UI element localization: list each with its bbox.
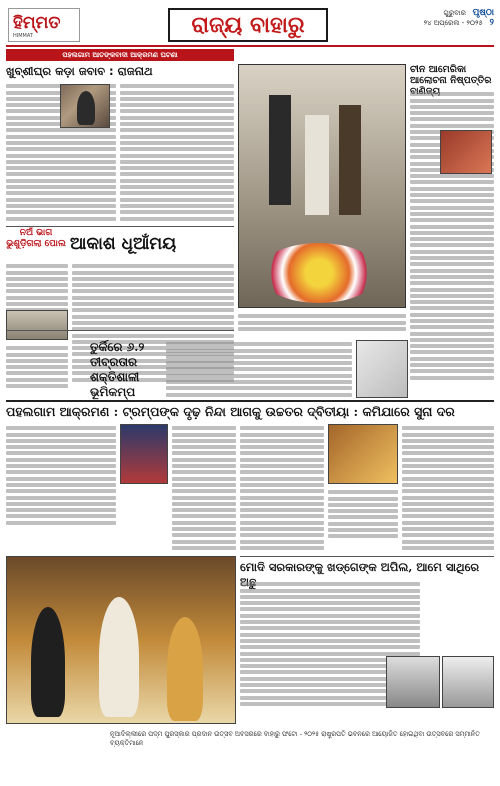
date-box [394,8,494,40]
bridge-collapse-headline[interactable]: ନଅଁ ଭାଗ ଭୁଶୁଡ଼ିଗଲା ପୋଲ [6,228,66,249]
rangoli-decoration [259,243,379,303]
page-number: ୨ [489,18,494,28]
logo-subtext: HIMMAT [13,33,33,39]
china-story-headline[interactable]: ଚୀନ ଆମେରିକା ଆଲୋଚନା ନିଷ୍ପତ୍ତିର [410,64,492,86]
gold-story-text [240,424,324,552]
lamp-photo-caption [238,312,406,333]
section-divider [6,400,494,402]
photo-caption: ନୂଆଦିଲ୍ଲୀରେ ପଦ୍ମ ପୁରସ୍କାର ପ୍ରଦାନ ଉତ୍ସବ ଅବସରରେ ବାହାରୁ ଫଟୋ - ୨୦୨୫ ରାଷ୍ଟ୍ରପତି ଭବନରେ ଆୟୋଜିତ ହୋଇଥିବା ଉତ୍ସବରେ ସମ୍ମାନିତ ବ୍ୟକ୍ତିମାନେ [110,730,480,747]
smoke-sky-headline[interactable]: ଆକାଶ ଧୂଆଁମୟ [70,234,177,254]
masthead-rule [6,45,494,47]
section-title-box [168,8,328,42]
bridge-collapse-story [6,228,66,250]
seismograph-image[interactable] [356,340,408,398]
xi-photo[interactable] [440,130,492,174]
bridge-collapse-text [6,262,68,315]
quake-headline[interactable]: ତୁର୍କିରେ ୬.୨ ତୀବ୍ରତାର ଶକ୍ତିଶାଳୀ ଭୂମିକମ୍ପ [90,340,145,399]
trump-photo[interactable] [120,424,168,484]
divider [240,556,494,557]
story-rajnath-headline[interactable]: ଖୁବ୍‌ଶୀଘ୍ର କଡ଼ା ଜବାବ : ରାଜନାଥ [6,64,153,78]
trump-story-text-col2 [172,424,236,552]
masthead [0,0,500,48]
gold-shopping-photo[interactable] [328,424,398,484]
modi-photo[interactable] [442,656,494,708]
trump-story-text [6,424,116,527]
bottom-headline-banner [6,403,494,421]
divider [6,226,234,227]
story-rajnath-text-col2 [120,82,234,223]
bottom-headline[interactable]: ପହଲଗାମ ଆକ୍ରମଣ : ଟ୍ରମ୍ପଙ୍କ ଦୃଢ଼ ନିନ୍ଦା ଆଗକୁ ଉଚ୍ଚତର ଦ୍ବିତୀୟା : କମିଯାରେ ସୁନା ଦର [6,404,455,419]
page-label: ପୃଷ୍ଠା [472,8,494,18]
rajnath-photo[interactable] [60,84,110,128]
kharge-story-headline[interactable]: ମୋଦି ସରକାରଙ୍କୁ ଖଡ୍‌ଗେଙ୍କ ଅପିଲ, ଆମେ ସାଥିରେ [240,560,480,574]
divider [6,330,234,331]
kharge-photo[interactable] [386,656,440,708]
newspaper-logo[interactable] [8,8,80,42]
top-banner: ପହଲଗାମ ଆତଙ୍କବାଦୀ ଆକ୍ରମଣ ଘଟଣା [6,49,234,61]
quake-text [166,340,352,399]
weekday: ଗୁରୁବାର [443,9,466,17]
logo-text: ହିମ୍ମତ [13,13,61,33]
gold-story-text-col2 [328,488,398,541]
lamp-lighting-photo[interactable] [238,64,406,308]
bridge-photo[interactable] [6,310,68,340]
date: ୨୪ ଅପ୍ରେଲ - ୨୦୨୫ [423,19,483,27]
section-title: ରାଜ୍ୟ ବାହାରୁ [191,12,305,38]
gold-story-text-col3 [402,424,494,552]
padma-award-photo[interactable] [6,556,236,724]
story-rajnath [6,64,234,78]
bridge-text [6,344,68,390]
